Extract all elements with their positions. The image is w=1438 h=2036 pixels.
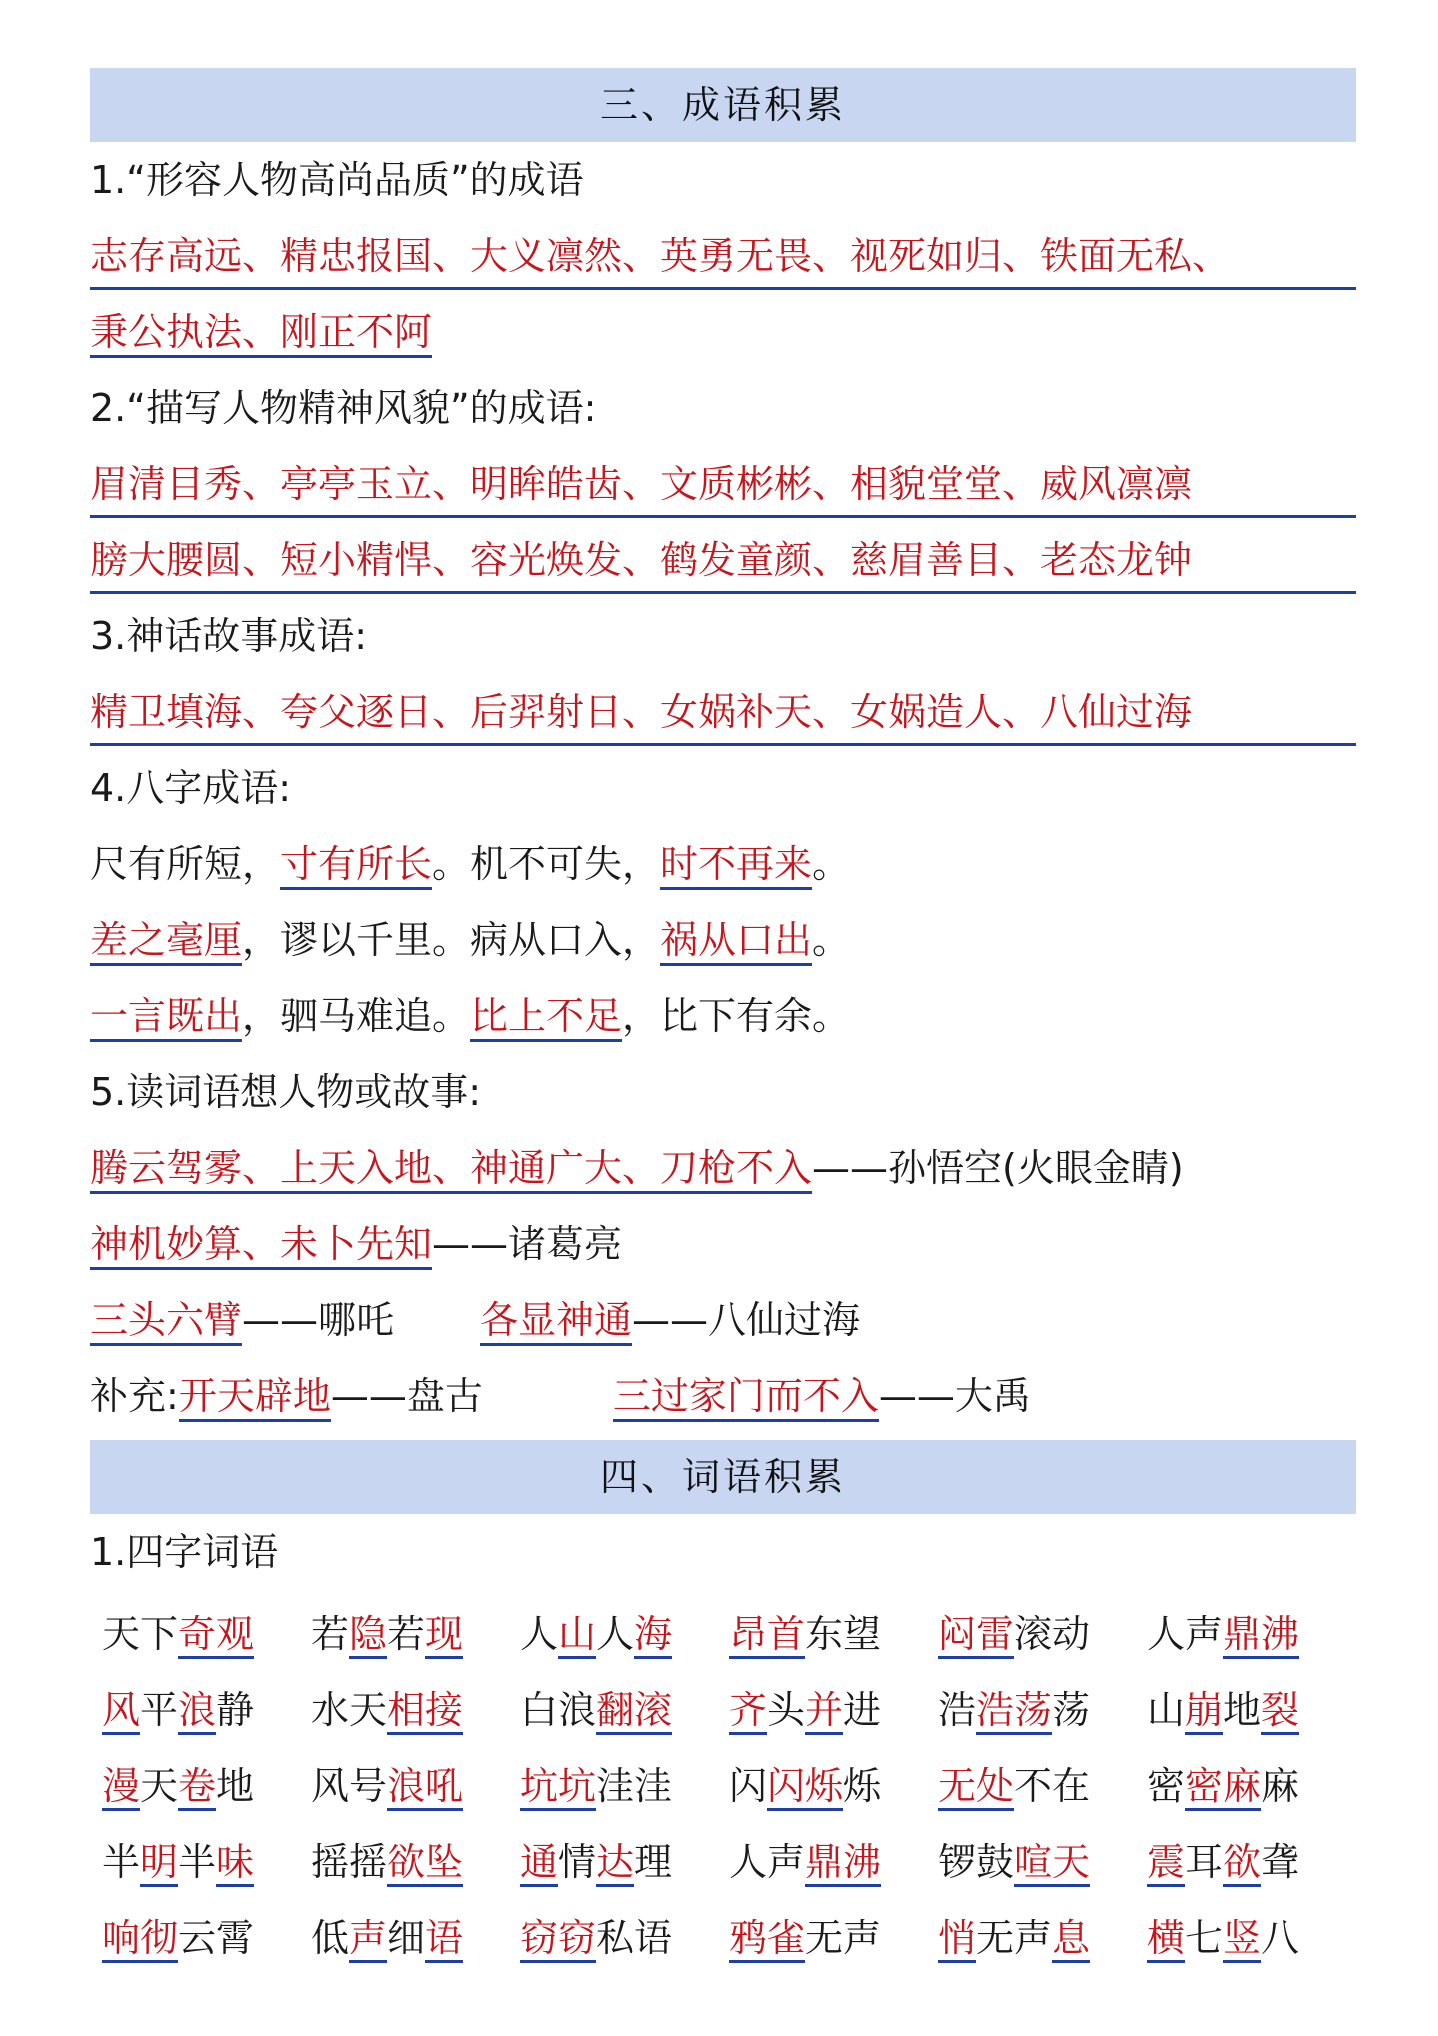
story-line2	[90, 1206, 1356, 1282]
plain-char: 密	[1147, 1764, 1186, 1808]
word-row	[90, 1824, 1356, 1900]
plain-char: 滚动	[1014, 1612, 1091, 1656]
answer: 比上不足	[470, 994, 622, 1042]
eight-char-line1	[90, 826, 1356, 902]
highlighted-char: 密麻	[1185, 1764, 1261, 1811]
word-cell	[102, 1824, 311, 1900]
heading-spirit-appearance: 2.“描写人物精神风貌”的成语:	[90, 370, 596, 446]
plain-char: 低	[311, 1916, 350, 1960]
highlighted-char: 浪	[178, 1688, 216, 1735]
text: ——孙悟空(火眼金睛)	[812, 1146, 1184, 1190]
word-cell	[1147, 1748, 1356, 1824]
text: ——大禹	[878, 1374, 1031, 1418]
text: 。	[812, 842, 851, 886]
plain-char: 天下	[102, 1612, 179, 1656]
highlighted-char: 窃窃	[520, 1916, 596, 1963]
highlighted-char: 明	[140, 1840, 178, 1887]
plain-char: 风号	[311, 1764, 388, 1808]
plain-char: 地	[216, 1764, 255, 1808]
highlighted-char: 卷	[178, 1764, 216, 1811]
plain-char: 八	[1261, 1916, 1300, 1960]
four-char-word-grid	[90, 1596, 1356, 1976]
highlighted-char: 山	[558, 1612, 596, 1659]
word-cell	[102, 1748, 311, 1824]
highlighted-char: 鼎沸	[1223, 1612, 1299, 1659]
highlighted-char: 鼎沸	[805, 1840, 881, 1887]
word-cell	[938, 1672, 1147, 1748]
word-cell	[729, 1748, 938, 1824]
answer: 时不再来	[660, 842, 812, 890]
plain-char: 锣鼓	[938, 1840, 1015, 1884]
plain-char: 进	[843, 1688, 882, 1732]
highlighted-char: 昂首	[729, 1612, 805, 1659]
highlighted-char: 翻滚	[596, 1688, 672, 1735]
answer: 开天辟地	[179, 1374, 331, 1422]
plain-char: 耳	[1185, 1840, 1224, 1884]
highlighted-char: 崩	[1185, 1688, 1223, 1735]
plain-char: 聋	[1261, 1840, 1300, 1884]
answer: 神机妙算、未卜先知	[90, 1222, 432, 1270]
answer: 各显神通	[480, 1298, 632, 1346]
highlighted-char: 无处	[938, 1764, 1014, 1811]
plain-char: 细	[387, 1916, 426, 1960]
text: 尺有所短，	[90, 842, 281, 886]
plain-char: 闪	[729, 1764, 768, 1808]
plain-char: 半	[178, 1840, 217, 1884]
highlighted-char: 闪烁	[767, 1764, 843, 1811]
plain-char: 理	[634, 1840, 673, 1884]
heading-eight-char-idioms: 4.八字成语:	[90, 750, 291, 826]
plain-char: 七	[1185, 1916, 1224, 1960]
answer: 差之毫厘	[90, 918, 242, 966]
highlighted-char: 竖	[1223, 1916, 1261, 1963]
plain-char: 无声	[976, 1916, 1053, 1960]
word-cell	[311, 1596, 520, 1672]
highlighted-char: 响彻	[102, 1916, 178, 1963]
plain-char: 不在	[1014, 1764, 1091, 1808]
plain-char: 东望	[805, 1612, 882, 1656]
highlighted-char: 并	[805, 1688, 843, 1735]
heading-myth-idioms: 3.神话故事成语:	[90, 598, 367, 674]
word-cell	[729, 1672, 938, 1748]
word-cell	[102, 1900, 311, 1976]
heading-noble-quality: 1.“形容人物高尚品质”的成语	[90, 142, 584, 218]
word-cell	[520, 1596, 729, 1672]
highlighted-char: 闷雷	[938, 1612, 1014, 1659]
word-cell	[520, 1672, 729, 1748]
highlighted-char: 奇观	[178, 1612, 254, 1659]
heading-four-char-words: 1.四字词语	[90, 1514, 278, 1590]
word-cell	[729, 1900, 938, 1976]
plain-char: 人	[596, 1612, 635, 1656]
answer: 腾云驾雾、上天入地、神通广大、刀枪不入	[90, 1146, 812, 1194]
plain-char: 若	[387, 1612, 426, 1656]
highlighted-char: 味	[216, 1840, 254, 1887]
highlighted-char: 喧天	[1014, 1840, 1090, 1887]
word-cell	[102, 1596, 311, 1672]
highlighted-char: 风	[102, 1688, 140, 1735]
word-cell	[520, 1748, 729, 1824]
word-cell	[938, 1596, 1147, 1672]
text: 补充:	[90, 1374, 179, 1418]
highlighted-char: 隐	[349, 1612, 387, 1659]
highlighted-char: 欲	[1223, 1840, 1261, 1887]
story-line1	[90, 1130, 1356, 1206]
story-line3	[90, 1282, 1356, 1358]
answer: 三过家门而不入	[613, 1374, 879, 1422]
plain-char: 若	[311, 1612, 350, 1656]
word-cell	[938, 1748, 1147, 1824]
word-cell	[938, 1900, 1147, 1976]
word-cell	[729, 1596, 938, 1672]
highlighted-char: 坑坑	[520, 1764, 596, 1811]
answer: 祸从口出	[660, 918, 812, 966]
word-row	[90, 1748, 1356, 1824]
text: ——八仙过海	[632, 1298, 861, 1342]
text: ，驷马难追。	[242, 994, 471, 1038]
text: 。	[812, 918, 851, 962]
text: ，谬以千里。病从口入，	[242, 918, 661, 962]
answer: 一言既出	[90, 994, 242, 1042]
highlighted-char: 声	[349, 1916, 387, 1963]
plain-char: 人	[520, 1612, 559, 1656]
plain-char: 头	[767, 1688, 806, 1732]
plain-char: 烁	[843, 1764, 882, 1808]
answer: 三头六臂	[90, 1298, 242, 1346]
heading-characters-stories: 5.读词语想人物或故事:	[90, 1054, 481, 1130]
idioms-noble-quality-line1: 志存高远、精忠报国、大义凛然、英勇无畏、视死如归、铁面无私、	[90, 225, 1356, 290]
word-cell	[1147, 1596, 1356, 1672]
highlighted-char: 达	[596, 1840, 634, 1887]
word-cell	[311, 1672, 520, 1748]
highlighted-char: 漫	[102, 1764, 140, 1811]
word-cell	[1147, 1900, 1356, 1976]
plain-char: 平	[140, 1688, 179, 1732]
highlighted-char: 横	[1147, 1916, 1185, 1963]
word-cell	[1147, 1672, 1356, 1748]
section-three-banner: 三、成语积累	[90, 68, 1356, 142]
word-cell	[1147, 1824, 1356, 1900]
highlighted-char: 欲坠	[387, 1840, 463, 1887]
highlighted-char: 息	[1052, 1916, 1090, 1963]
highlighted-char: 现	[425, 1612, 463, 1659]
highlighted-char: 齐	[729, 1688, 767, 1735]
plain-char: 私语	[596, 1916, 673, 1960]
plain-char: 半	[102, 1840, 141, 1884]
text: ——诸葛亮	[432, 1222, 623, 1266]
idioms-appearance-line2: 膀大腰圆、短小精悍、容光焕发、鹤发童颜、慈眉善目、老态龙钟	[90, 529, 1356, 594]
word-row	[90, 1596, 1356, 1672]
plain-char: 水天	[311, 1688, 388, 1732]
plain-char: 荡	[1052, 1688, 1091, 1732]
answer: 寸有所长	[280, 842, 432, 890]
highlighted-char: 裂	[1261, 1688, 1299, 1735]
highlighted-char: 悄	[938, 1916, 976, 1963]
word-cell	[520, 1900, 729, 1976]
highlighted-char: 通	[520, 1840, 558, 1887]
highlighted-char: 浪吼	[387, 1764, 463, 1811]
highlighted-char: 语	[425, 1916, 463, 1963]
highlighted-char: 浩荡	[976, 1688, 1052, 1735]
plain-char: 云霄	[178, 1916, 255, 1960]
plain-char: 洼洼	[596, 1764, 673, 1808]
plain-char: 浩	[938, 1688, 977, 1732]
plain-char: 静	[216, 1688, 255, 1732]
highlighted-char: 相接	[387, 1688, 463, 1735]
text: 。机不可失，	[432, 842, 661, 886]
word-cell	[102, 1672, 311, 1748]
idioms-noble-quality-line2: 秉公执法、刚正不阿	[90, 310, 432, 358]
plain-char: 无声	[805, 1916, 882, 1960]
plain-char: 麻	[1261, 1764, 1300, 1808]
word-row	[90, 1900, 1356, 1976]
plain-char: 人声	[729, 1840, 806, 1884]
section-four-banner: 四、词语积累	[90, 1440, 1356, 1514]
word-row	[90, 1672, 1356, 1748]
plain-char: 人声	[1147, 1612, 1224, 1656]
highlighted-char: 海	[634, 1612, 672, 1659]
word-cell	[938, 1824, 1147, 1900]
plain-char: 地	[1223, 1688, 1262, 1732]
idioms-appearance-line1: 眉清目秀、亭亭玉立、明眸皓齿、文质彬彬、相貌堂堂、威风凛凛	[90, 453, 1356, 518]
plain-char: 山	[1147, 1688, 1186, 1732]
word-cell	[311, 1824, 520, 1900]
document-page	[90, 68, 1356, 1976]
idioms-myth-line: 精卫填海、夸父逐日、后羿射日、女娲补天、女娲造人、八仙过海	[90, 681, 1356, 746]
word-cell	[729, 1824, 938, 1900]
story-line4	[90, 1358, 1356, 1434]
highlighted-char: 震	[1147, 1840, 1185, 1887]
word-cell	[520, 1824, 729, 1900]
plain-char: 天	[140, 1764, 179, 1808]
word-cell	[311, 1900, 520, 1976]
eight-char-line2	[90, 902, 1356, 978]
highlighted-char: 鸦雀	[729, 1916, 805, 1963]
eight-char-line3	[90, 978, 1356, 1054]
plain-char: 白浪	[520, 1688, 597, 1732]
text: ——哪吒	[242, 1298, 395, 1342]
plain-char: 摇摇	[311, 1840, 388, 1884]
word-cell	[311, 1748, 520, 1824]
text: ——盘古	[330, 1374, 483, 1418]
text: ，比下有余。	[622, 994, 851, 1038]
plain-char: 情	[558, 1840, 597, 1884]
